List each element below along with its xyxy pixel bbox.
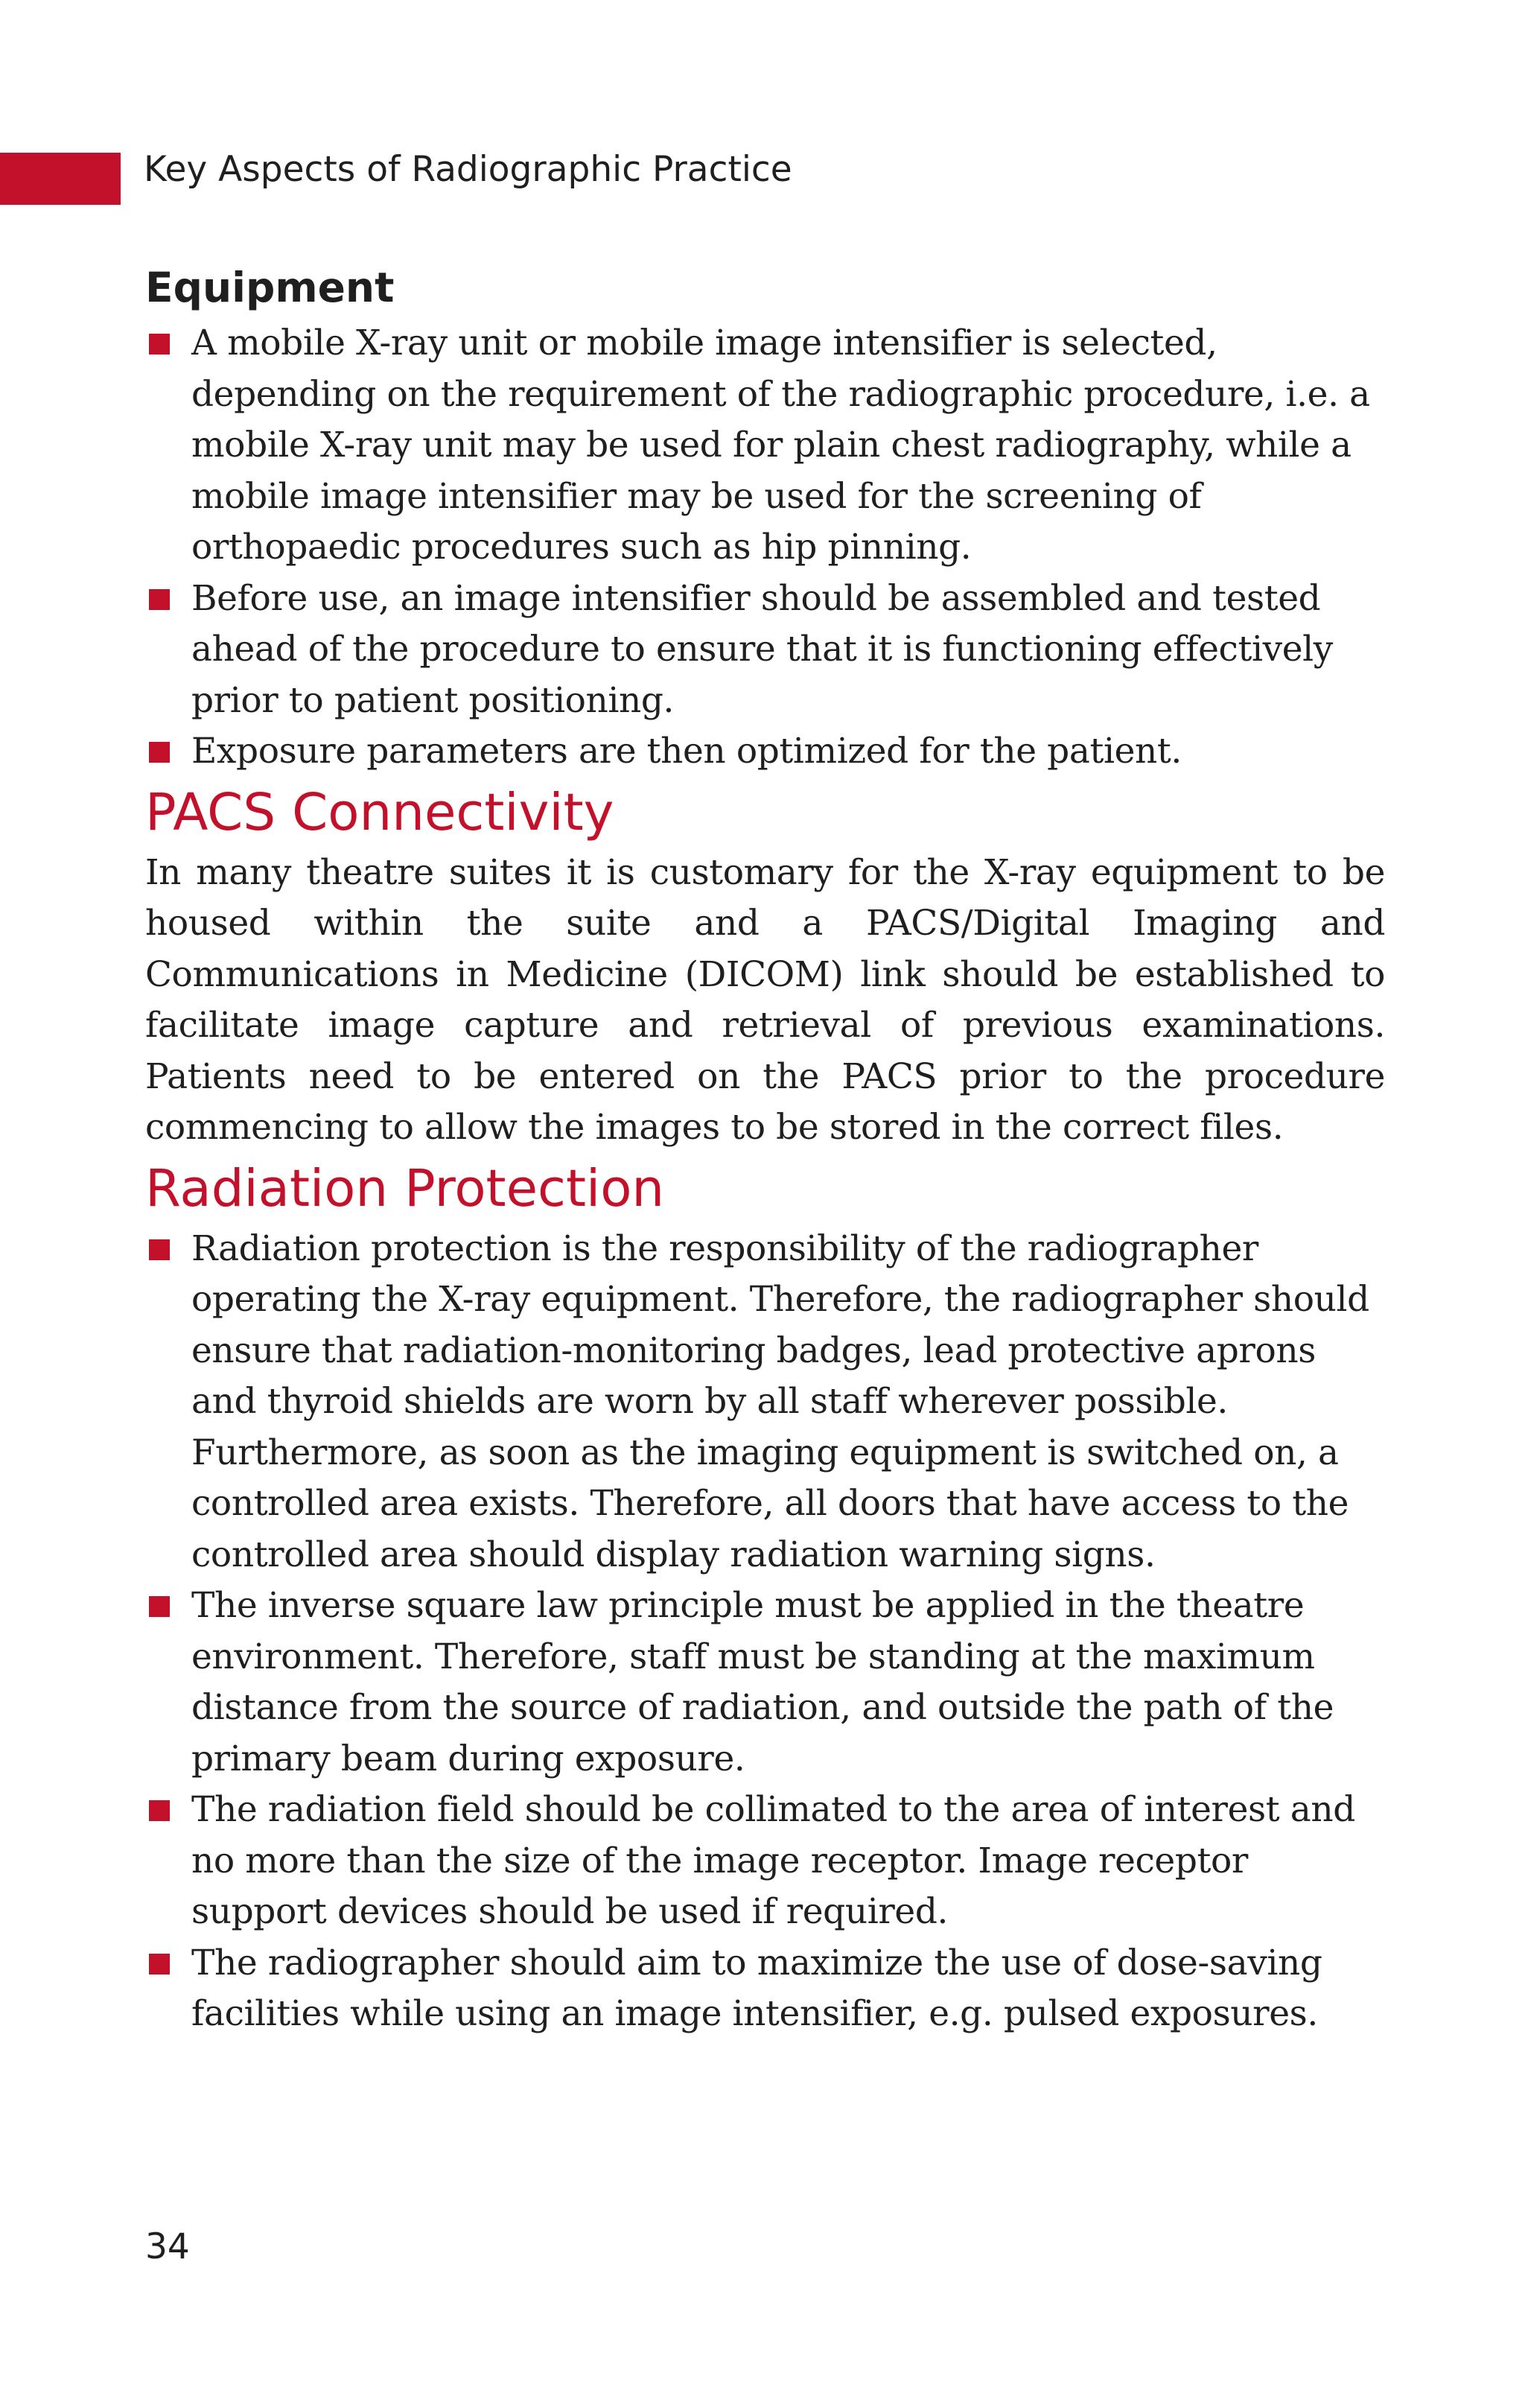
running-header-title: Key Aspects of Radiographic Practice bbox=[144, 149, 792, 190]
list-item-text: A mobile X-ray unit or mobile image intensifier is selected, depending on the requirement of the radiographic procedure, i.e. a mobile X-ray unit may be used for plain chest radiography, while a mobile image intensifier may be used for the screening of orthopaedic procedures such as hip pinning. bbox=[191, 323, 1370, 568]
square-bullet-icon bbox=[149, 589, 170, 610]
list-item-text: Before use, an image intensifier should be assembled and tested ahead of the procedure to ensure that it is functioning effectively prior to patient positioning. bbox=[191, 577, 1333, 721]
list-item bbox=[145, 1581, 1385, 1785]
list-item bbox=[145, 1938, 1385, 2040]
equipment-list bbox=[145, 318, 1385, 778]
list-item-text: Exposure parameters are then optimized for the patient. bbox=[191, 731, 1182, 772]
square-bullet-icon bbox=[149, 1800, 170, 1821]
square-bullet-icon bbox=[149, 1954, 170, 1975]
list-item bbox=[145, 574, 1385, 727]
list-item bbox=[145, 726, 1385, 778]
radiation-protection-list bbox=[145, 1224, 1385, 2040]
header-accent-bar bbox=[0, 153, 121, 205]
square-bullet-icon bbox=[149, 334, 170, 355]
list-item-text: The radiation field should be collimated to the area of interest and no more than the size of the image receptor. Image receptor support devices should be used if required. bbox=[191, 1789, 1355, 1932]
pacs-connectivity-heading: PACS Connectivity bbox=[145, 782, 614, 842]
square-bullet-icon bbox=[149, 742, 170, 763]
list-item bbox=[145, 1224, 1385, 1581]
list-item bbox=[145, 318, 1385, 574]
list-item-text: The inverse square law principle must be applied in the theatre environment. Therefore, staff must be standing at the maximum distance from the source of radiation, and outside the path of the primary beam during exposure. bbox=[191, 1585, 1334, 1779]
square-bullet-icon bbox=[149, 1239, 170, 1260]
page-content bbox=[145, 257, 1385, 2040]
list-item bbox=[145, 1785, 1385, 1938]
pacs-paragraph: In many theatre suites it is customary for the X-ray equipment to be housed within the suite and a PACS/Digital Imaging and Communications in Medicine (DICOM) link should be established to facilitate image capture and retrieval of previous examinations. Patients need to be entered on the PACS prior to the procedure commencing to allow the images to be stored in the correct files. bbox=[145, 851, 1385, 1148]
square-bullet-icon bbox=[149, 1596, 170, 1617]
list-item-text: Radiation protection is the responsibility of the radiographer operating the X-ray equipment. Therefore, the radiographer should ensure that radiation-monitoring badges, lead protective aprons and thyroid shields are worn by all staff wherever possible. Furthermore, as soon as the imaging equipment is switched on, a controlled area exists. Therefore, all doors that have access to the controlled area should display radiation warning signs. bbox=[191, 1227, 1369, 1575]
equipment-heading: Equipment bbox=[145, 264, 395, 311]
list-item-text: The radiographer should aim to maximize the use of dose-saving facilities while using an image intensifier, e.g. pulsed exposures. bbox=[191, 1942, 1322, 2034]
page-number: 34 bbox=[145, 2226, 190, 2267]
radiation-protection-heading: Radiation Protection bbox=[145, 1158, 665, 1219]
